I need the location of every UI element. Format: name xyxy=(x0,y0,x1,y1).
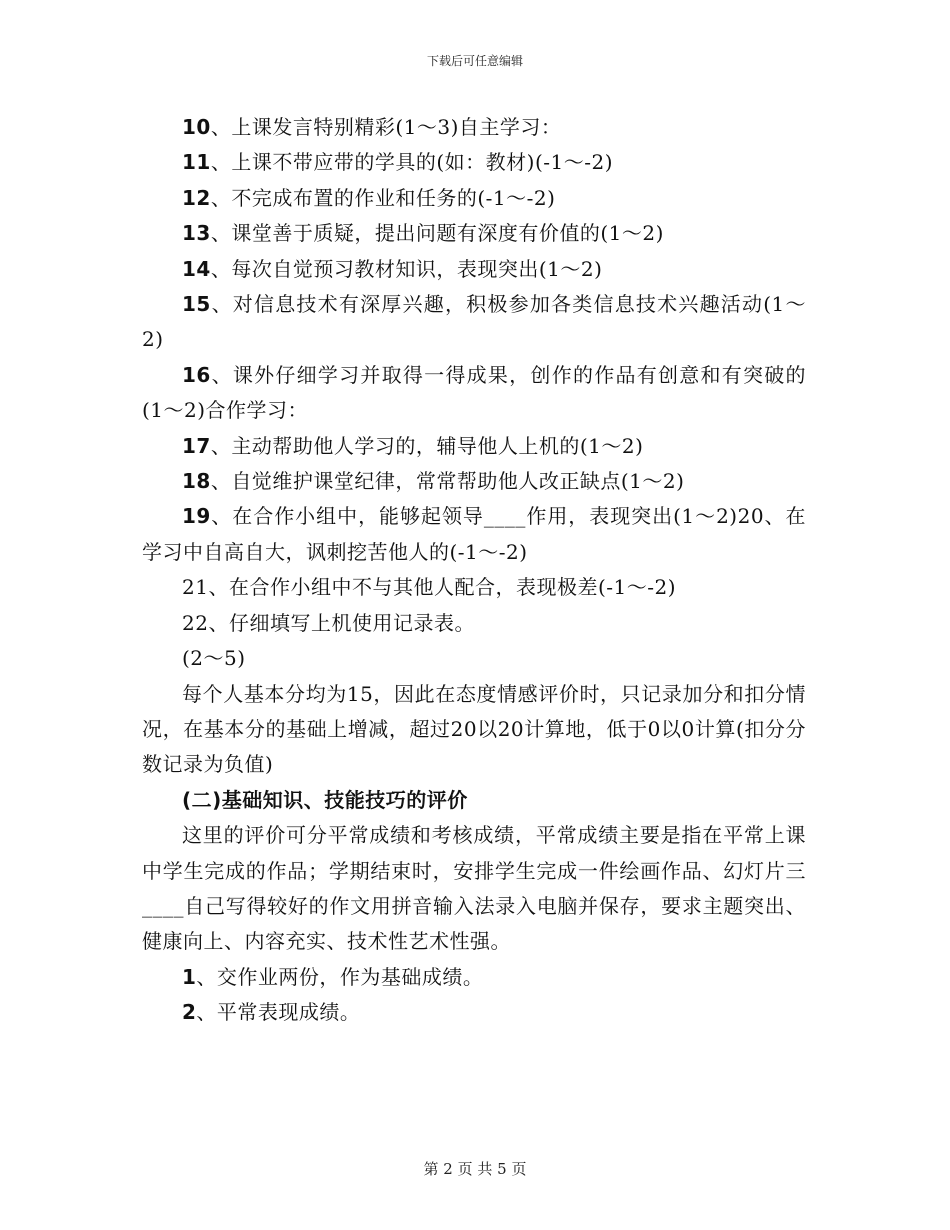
item-text: 、对信息技术有深厚兴趣，积极参加各类信息技术兴趣活动(1～2) xyxy=(142,292,806,352)
list-item-10 xyxy=(142,110,806,145)
item-text: 、自觉维护课堂纪律，常常帮助他人改正缺点(1～2) xyxy=(210,469,685,494)
list-item-17 xyxy=(142,429,806,464)
item-number: 10 xyxy=(182,115,211,139)
list-item-2 xyxy=(142,995,806,1030)
list-item-22: 22、仔细填写上机使用记录表。 xyxy=(182,610,475,635)
item-text: 、不完成布置的作业和任务的(-1～-2) xyxy=(210,185,556,210)
list-item-15 xyxy=(142,287,806,358)
list-item-19 xyxy=(142,499,806,570)
list-item-13 xyxy=(142,216,806,251)
list-item-11 xyxy=(142,145,806,180)
page-footer: 第 2 页 共 5 页 xyxy=(423,1160,527,1178)
item-text: 、在合作小组中，能够起领导____作用，表现突出(1～2)20、在学习中自高自大，讽刺挖苦他人的(-1～-2) xyxy=(142,504,806,564)
list-item-14 xyxy=(142,252,806,287)
list-item-12 xyxy=(142,181,806,216)
item-text: 、交作业两份，作为基础成绩。 xyxy=(196,964,484,989)
page-header: 下载后可任意编辑 xyxy=(426,54,523,68)
score-range: (2～5) xyxy=(182,646,246,671)
item-number: 19 xyxy=(182,504,211,529)
item-number: 12 xyxy=(182,185,211,210)
score-paragraph: 每个人基本分均为15，因此在态度情感评价时，只记录加分和扣分情况，在基本分的基础上增减，超过20以20计算地，低于0以0计算(扣分分数记录为负值) xyxy=(142,681,806,777)
item-number: 13 xyxy=(182,221,211,246)
item-text: 、主动帮助他人学习的，辅导他人上机的(1～2) xyxy=(210,433,644,458)
item-number: 11 xyxy=(182,150,211,175)
item-number: 14 xyxy=(182,256,211,281)
section-heading: (二)基础知识、技能技巧的评价 xyxy=(182,787,468,812)
list-item-18 xyxy=(142,464,806,499)
list-item-16 xyxy=(142,358,806,429)
item-number: 1 xyxy=(182,964,197,989)
item-number: 18 xyxy=(182,469,211,494)
item-text: 、课外仔细学习并取得一得成果，创作的作品有创意和有突破的(1～2)合作学习： xyxy=(142,362,806,423)
item-number: 16 xyxy=(182,362,211,387)
item-number: 15 xyxy=(182,292,211,317)
item-text: 、上课发言特别精彩(1～3)自主学习： xyxy=(210,115,562,139)
item-text: 、上课不带应带的学具的(如：教材)(-1～-2) xyxy=(210,150,614,175)
item-text: 、每次自觉预习教材知识，表现突出(1～2) xyxy=(210,256,603,281)
item-number: 17 xyxy=(182,433,211,458)
document-body xyxy=(142,110,806,1031)
basic-evaluation-paragraph: 这里的评价可分平常成绩和考核成绩，平常成绩主要是指在平常上课中学生完成的作品；学期结束时，安排学生完成一件绘画作品、幻灯片三____自己写得较好的作文用拼音输入法录入电脑并保存，要求主题突出、健康向上、内容充实、技术性艺术性强。 xyxy=(142,823,806,954)
item-text: 、课堂善于质疑，提出问题有深度有价值的(1～2) xyxy=(210,221,664,246)
list-item-21: 21、在合作小组中不与其他人配合，表现极差(-1～-2) xyxy=(182,575,677,600)
list-item-1 xyxy=(142,960,806,995)
item-number: 2 xyxy=(182,1000,197,1025)
item-text: 、平常表现成绩。 xyxy=(196,1000,361,1025)
